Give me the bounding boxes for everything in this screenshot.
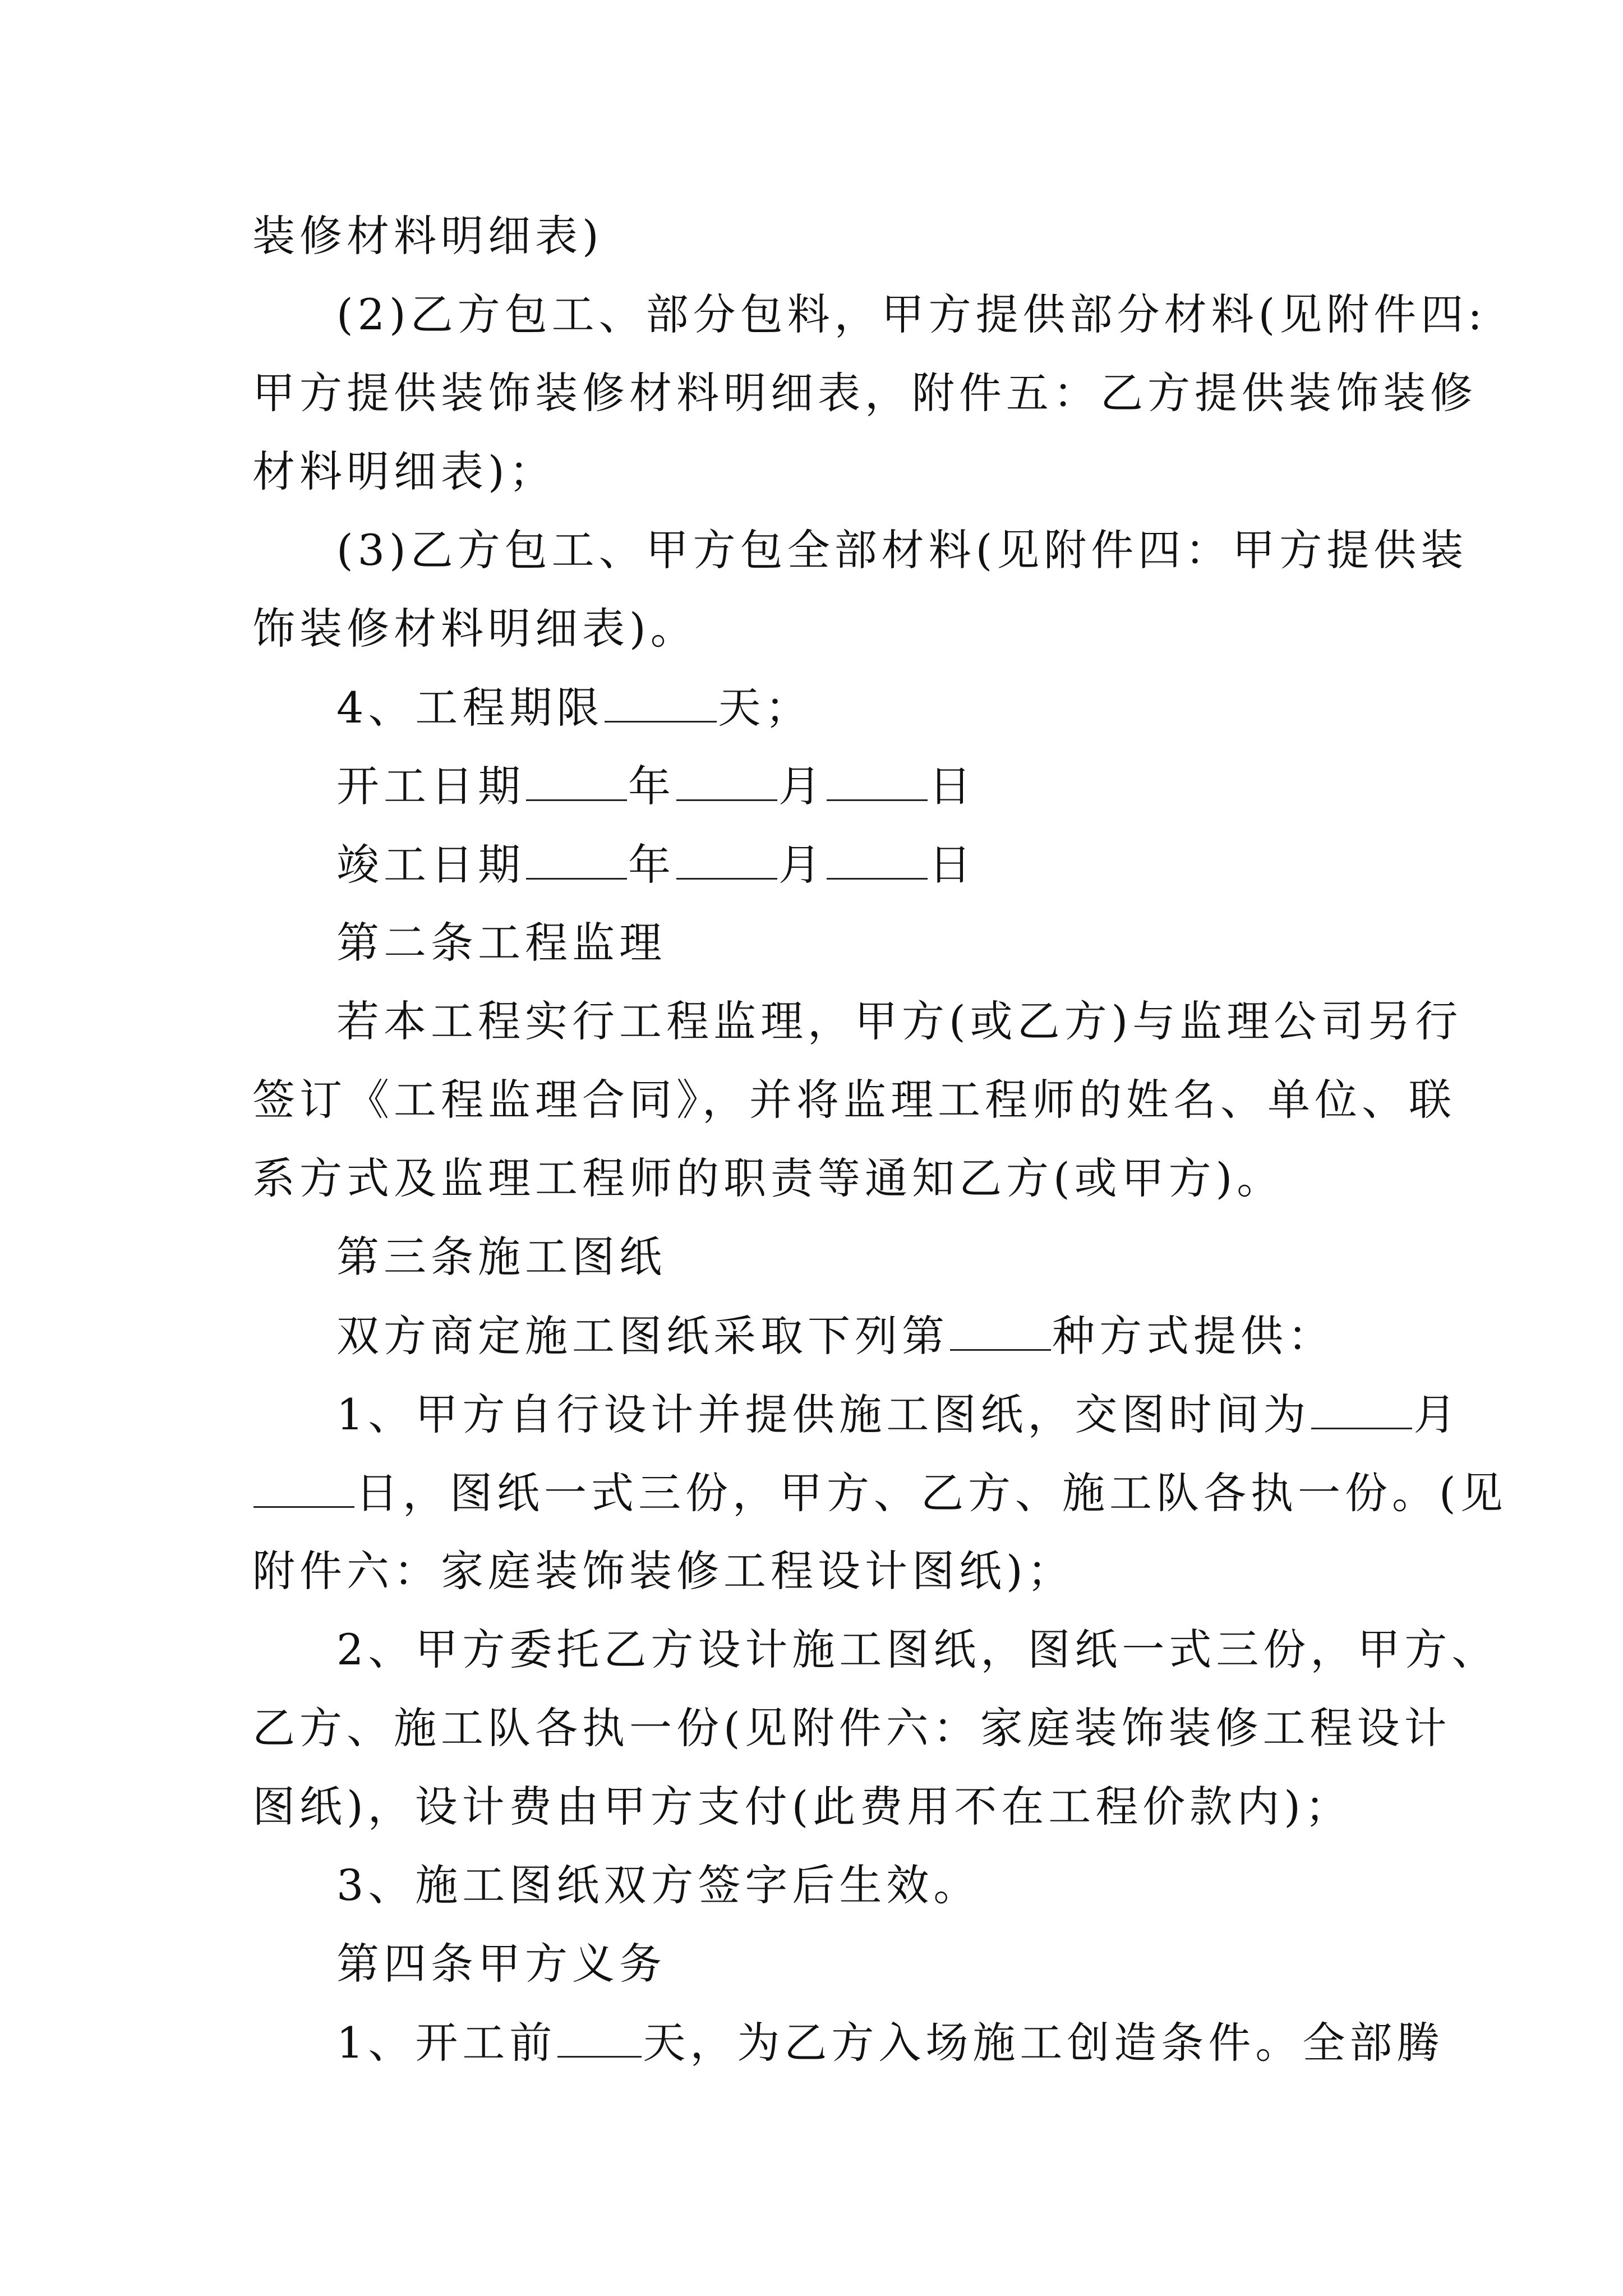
text-line: 日，图纸一式三份，甲方、乙方、施工队各执一份。(见 xyxy=(252,1467,1507,1519)
text-line: 图纸)，设计费由甲方支付(此费用不在工程价款内)； xyxy=(252,1782,1352,1832)
text-line: 竣工日期 年 月 日 xyxy=(336,840,976,890)
text-line: 4、工程期限 天； xyxy=(336,683,813,733)
text-line: 饰装修材料明细表)。 xyxy=(252,604,698,654)
text-line: (2)乙方包工、部分包料，甲方提供部分材料(见附件四: xyxy=(336,289,1487,339)
text-line: 系方式及监理工程师的职责等通知乙方(或甲方)。 xyxy=(252,1153,1284,1203)
text-line: 甲方提供装饰装修材料明细表，附件五：乙方提供装饰装修 xyxy=(252,368,1477,418)
text-line: 乙方、施工队各执一份(见附件六：家庭装饰装修工程设计 xyxy=(252,1703,1451,1753)
text-line: 2、甲方委托乙方设计施工图纸，图纸一式三份，甲方、 xyxy=(336,1625,1499,1674)
text-line: 1、甲方自行设计并提供施工图纸，交图时间为 月 xyxy=(336,1389,1461,1439)
text-line: 材料明细表)； xyxy=(252,447,556,496)
fill-blank xyxy=(827,839,928,880)
text-line: 1、开工前 天，为乙方入场施工创造条件。全部腾 xyxy=(336,2018,1444,2068)
text-line: 附件六：家庭装饰装修工程设计图纸)； xyxy=(252,1546,1075,1596)
fill-blank xyxy=(950,1310,1051,1351)
fill-blank xyxy=(557,2017,642,2058)
fill-blank xyxy=(676,839,777,880)
section-heading: 第二条工程监理 xyxy=(336,918,666,968)
fill-blank xyxy=(253,1467,354,1508)
text-line: 3、施工图纸双方签字后生效。 xyxy=(336,1860,981,1910)
section-heading: 第四条甲方义务 xyxy=(336,1939,666,1989)
text-line: 开工日期 年 月 日 xyxy=(336,761,976,811)
fill-blank xyxy=(1311,1388,1412,1429)
section-heading: 第三条施工图纸 xyxy=(336,1232,666,1282)
text-line: 签订《工程监理合同》，并将监理工程师的姓名、单位、联 xyxy=(252,1075,1456,1125)
fill-blank xyxy=(827,760,928,801)
fill-blank xyxy=(526,839,627,880)
fill-blank xyxy=(526,760,627,801)
fill-blank xyxy=(676,760,777,801)
text-line: 装修材料明细表) xyxy=(252,211,603,261)
text-line: 若本工程实行工程监理，甲方(或乙方)与监理公司另行 xyxy=(336,996,1463,1046)
text-line: (3)乙方包工、甲方包全部材料(见附件四：甲方提供装 xyxy=(336,525,1468,575)
fill-blank xyxy=(605,682,717,723)
text-line: 双方商定施工图纸采取下列第 种方式提供： xyxy=(336,1311,1335,1361)
